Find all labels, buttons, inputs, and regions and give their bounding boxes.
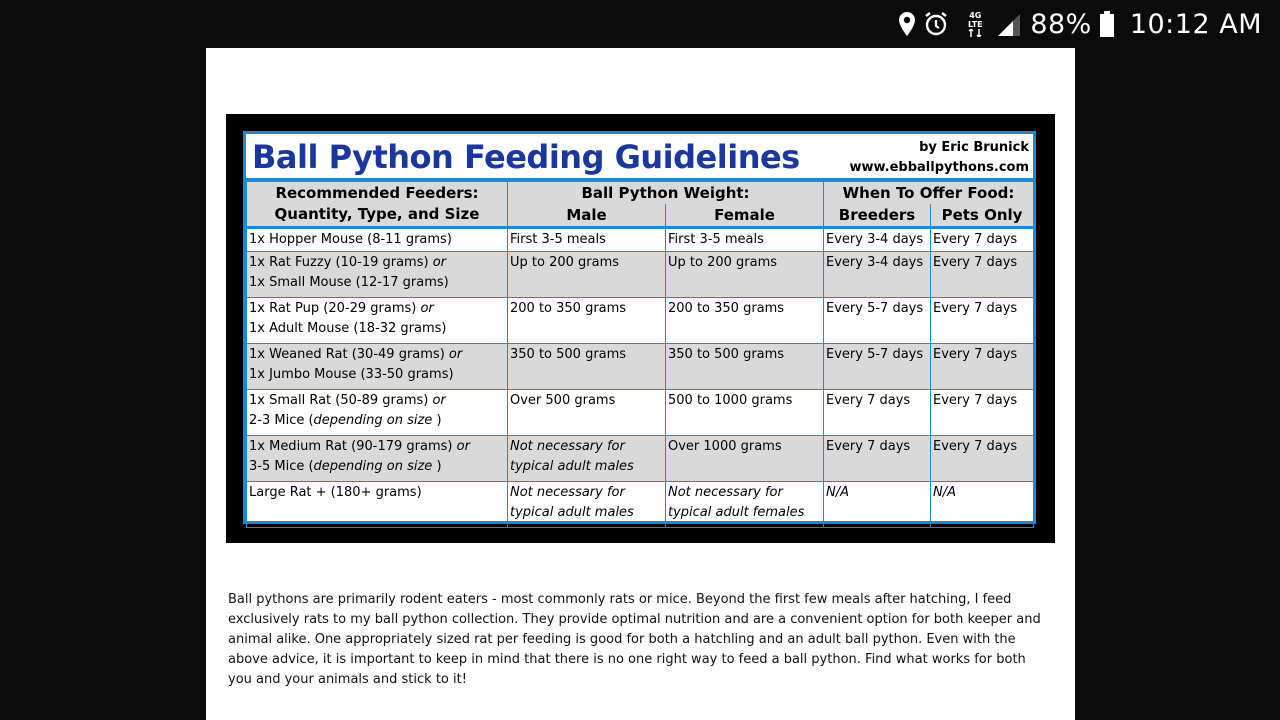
female-note-line1: Not necessary for bbox=[668, 485, 783, 500]
pets-cell: N/A bbox=[931, 482, 1034, 528]
feeder-cell: 1x Hopper Mouse (8-11 grams) bbox=[247, 228, 508, 252]
header-pets: Pets Only bbox=[931, 204, 1034, 228]
header-when: When To Offer Food: bbox=[824, 182, 1034, 205]
table-row bbox=[247, 228, 1034, 252]
or-label: or bbox=[420, 301, 434, 316]
feeder-primary: 1x Medium Rat (90-179 grams) bbox=[249, 439, 453, 454]
feeder-alt-text: 2-3 Mice ( bbox=[249, 413, 314, 428]
feeder-alt-close: ) bbox=[432, 459, 442, 474]
table-row bbox=[247, 482, 1034, 528]
or-label: or bbox=[432, 393, 446, 408]
clock: 10:12 AM bbox=[1129, 8, 1262, 40]
feeder-alternative bbox=[249, 411, 505, 431]
table-header-row bbox=[247, 182, 1034, 205]
network-type-icon bbox=[962, 11, 988, 37]
breeders-cell: N/A bbox=[824, 482, 931, 528]
pets-cell: Every 7 days bbox=[931, 228, 1034, 252]
header-feeders-line2: Quantity, Type, and Size bbox=[274, 205, 480, 223]
table-row bbox=[247, 344, 1034, 390]
feeder-cell bbox=[247, 436, 508, 482]
network-type-label: 4G LTE bbox=[967, 11, 983, 29]
female-note-line2: typical adult females bbox=[668, 505, 805, 520]
male-cell: Up to 200 grams bbox=[508, 252, 666, 298]
feeder-primary: 1x Weaned Rat (30-49 grams) bbox=[249, 347, 445, 362]
feeder-alternative: 1x Small Mouse (12-17 grams) bbox=[249, 275, 449, 290]
feeder-alternative: 1x Adult Mouse (18-32 grams) bbox=[249, 321, 447, 336]
pets-cell: Every 7 days bbox=[931, 252, 1034, 298]
female-cell: Up to 200 grams bbox=[666, 252, 824, 298]
breeders-cell: Every 5-7 days bbox=[824, 344, 931, 390]
breeders-cell: Every 3-4 days bbox=[824, 252, 931, 298]
status-bar bbox=[0, 0, 1280, 48]
male-cell bbox=[508, 436, 666, 482]
feeder-alternative bbox=[249, 457, 505, 477]
male-cell: First 3-5 meals bbox=[508, 228, 666, 252]
feeder-primary: 1x Rat Fuzzy (10-19 grams) bbox=[249, 255, 429, 270]
battery-percent: 88% bbox=[1030, 8, 1092, 40]
table-row bbox=[247, 252, 1034, 298]
feeder-alt-note: depending on size bbox=[313, 459, 433, 474]
header-feeders bbox=[247, 182, 508, 228]
feeder-alt-close: ) bbox=[432, 413, 442, 428]
or-label: or bbox=[432, 255, 447, 270]
credit bbox=[849, 138, 1029, 178]
card-title: Ball Python Feeding Guidelines bbox=[252, 138, 800, 176]
feeding-table bbox=[246, 181, 1034, 528]
feeder-cell bbox=[247, 252, 508, 298]
male-note-line2: typical adult males bbox=[510, 459, 634, 474]
male-cell: 200 to 350 grams bbox=[508, 298, 666, 344]
document-page bbox=[206, 48, 1075, 720]
male-cell: Over 500 grams bbox=[508, 390, 666, 436]
female-cell: 350 to 500 grams bbox=[666, 344, 824, 390]
breeders-cell: Every 5-7 days bbox=[824, 298, 931, 344]
breeders-cell: Every 3-4 days bbox=[824, 228, 931, 252]
location-icon bbox=[898, 11, 916, 37]
feeder-primary: 1x Rat Pup (20-29 grams) bbox=[249, 301, 417, 316]
pets-cell: Every 7 days bbox=[931, 390, 1034, 436]
pets-cell: Every 7 days bbox=[931, 344, 1034, 390]
female-cell: 200 to 350 grams bbox=[666, 298, 824, 344]
pets-cell: Every 7 days bbox=[931, 298, 1034, 344]
feeder-alt-note: depending on size bbox=[313, 413, 433, 428]
pets-cell: Every 7 days bbox=[931, 436, 1034, 482]
header-feeders-line1: Recommended Feeders: bbox=[275, 184, 479, 202]
male-cell bbox=[508, 482, 666, 528]
feeder-primary: 1x Small Rat (50-89 grams) bbox=[249, 393, 429, 408]
table-row bbox=[247, 298, 1034, 344]
male-note-line1: Not necessary for bbox=[510, 439, 625, 454]
card-header bbox=[246, 134, 1033, 181]
website: www.ebballpythons.com bbox=[849, 160, 1029, 175]
feeder-cell bbox=[247, 298, 508, 344]
feeder-alternative: 1x Jumbo Mouse (33-50 grams) bbox=[249, 367, 454, 382]
male-cell: 350 to 500 grams bbox=[508, 344, 666, 390]
feeder-cell bbox=[247, 390, 508, 436]
female-cell: 500 to 1000 grams bbox=[666, 390, 824, 436]
table-row bbox=[247, 436, 1034, 482]
signal-icon bbox=[996, 12, 1022, 36]
feeder-cell: Large Rat + (180+ grams) bbox=[247, 482, 508, 528]
breeders-cell: Every 7 days bbox=[824, 390, 931, 436]
or-label: or bbox=[456, 439, 470, 454]
header-male: Male bbox=[508, 204, 666, 228]
header-female: Female bbox=[666, 204, 824, 228]
feeding-guidelines-card bbox=[243, 131, 1036, 524]
alarm-icon bbox=[924, 11, 948, 37]
breeders-cell: Every 7 days bbox=[824, 436, 931, 482]
article-paragraph: Ball pythons are primarily rodent eaters - most commonly rats or mice. Beyond the first few meals after hatching, I feed exclusively rats to my ball python collection. They provide optimal nutrition and are a convenient option for both keeper and animal alike. One appropriately sized rat per feeding is good for both a hatchling and an adult ball python. Even with the above advice, it is important to keep in mind that there is no one right way to feed a ball python. Find what works for both you and your animals and stick to it! bbox=[228, 592, 1041, 687]
female-cell: Over 1000 grams bbox=[666, 436, 824, 482]
female-cell: First 3-5 meals bbox=[666, 228, 824, 252]
male-note-line1: Not necessary for bbox=[510, 485, 625, 500]
feeding-chart-image bbox=[226, 114, 1055, 543]
male-note-line2: typical adult males bbox=[510, 505, 634, 520]
header-weight: Ball Python Weight: bbox=[508, 182, 824, 205]
author: by Eric Brunick bbox=[919, 140, 1029, 155]
header-breeders: Breeders bbox=[824, 204, 931, 228]
female-cell bbox=[666, 482, 824, 528]
feeder-alt-text: 3-5 Mice ( bbox=[249, 459, 314, 474]
feeder-cell bbox=[247, 344, 508, 390]
table-row bbox=[247, 390, 1034, 436]
battery-icon bbox=[1100, 11, 1114, 37]
or-label: or bbox=[448, 347, 463, 362]
